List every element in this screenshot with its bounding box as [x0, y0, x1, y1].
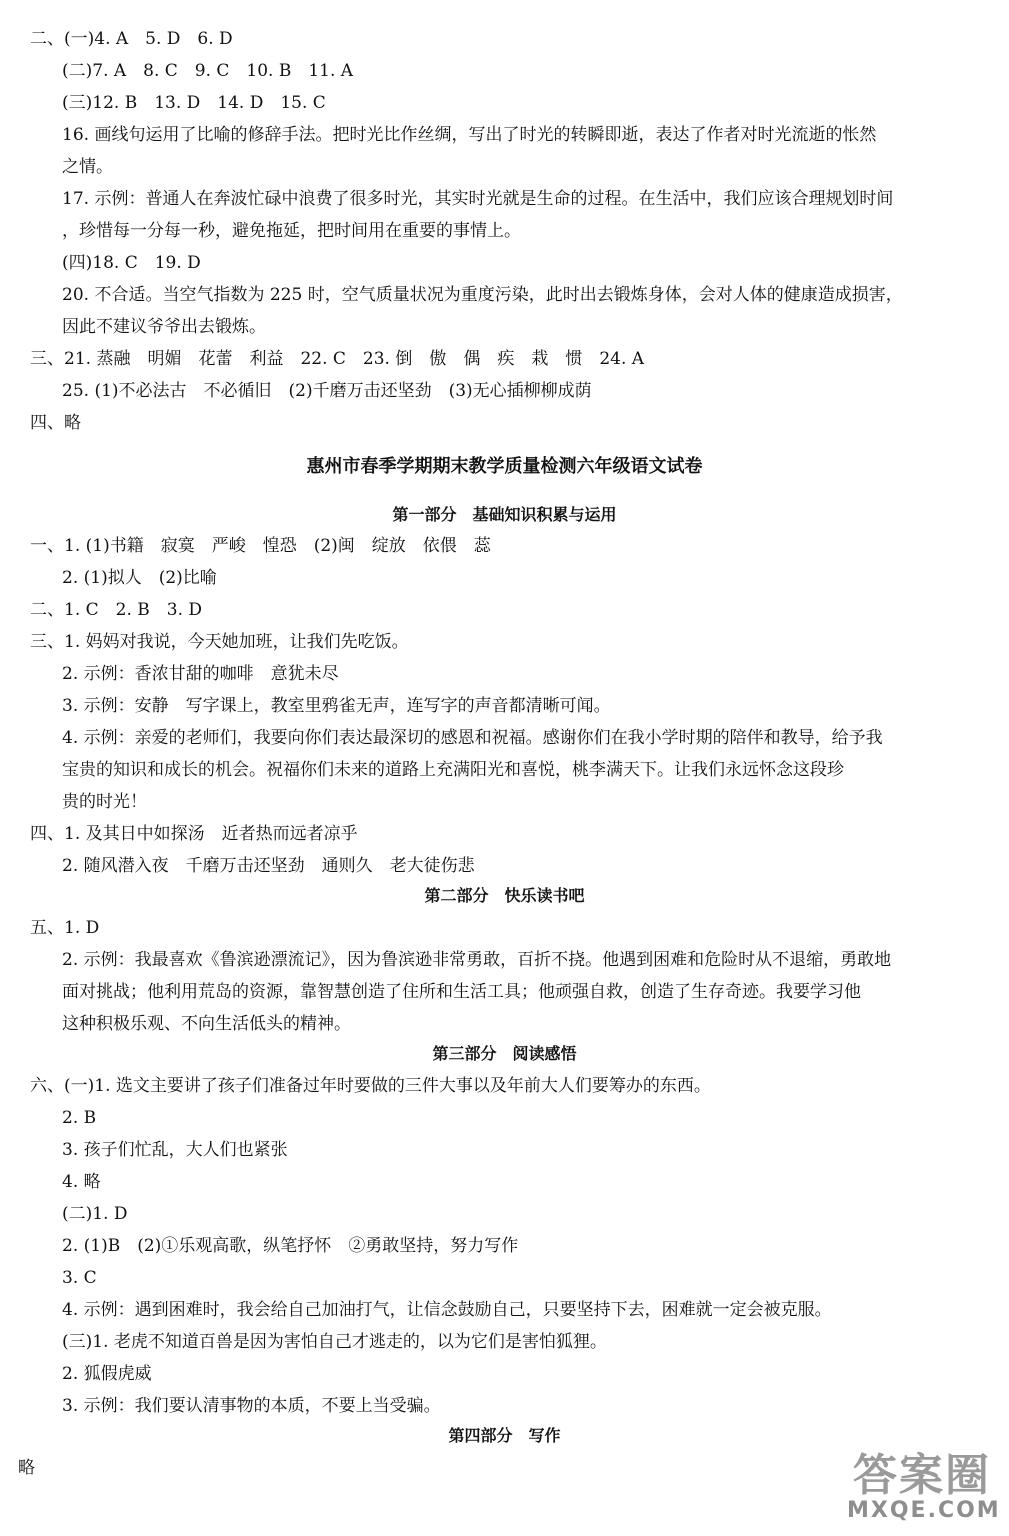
answer-line: 面对挑战；他利用荒岛的资源，靠智慧创造了住所和生活工具；他顽强自救，创造了生存奇迹。我要学习他 — [62, 982, 861, 1002]
answer-line: (三)1. 老虎不知道百兽是因为害怕自己才逃走的，以为它们是害怕狐狸。 — [62, 1332, 607, 1352]
answer-line: 3. 孩子们忙乱，大人们也紧张 — [62, 1140, 288, 1160]
answer-line: (三)12. B 13. D 14. D 15. C — [62, 93, 326, 113]
answer-line: 因此不建议爷爷出去锻炼。 — [62, 317, 266, 337]
answer-line: 2. B — [62, 1108, 97, 1128]
part3-heading: 第三部分 阅读感悟 — [432, 1044, 577, 1063]
answer-line: 贵的时光！ — [62, 792, 147, 812]
answer-line: 3. C — [62, 1268, 97, 1288]
exam-title: 惠州市春季学期期末教学质量检测六年级语文试卷 — [306, 456, 703, 477]
answer-line: (二)1. D — [62, 1204, 128, 1224]
answer-line: 3. 示例：我们要认清事物的本质，不要上当受骗。 — [62, 1396, 441, 1416]
answer-line: 2. 狐假虎威 — [62, 1364, 152, 1384]
answer-line: 一、1. (1)书籍 寂寞 严峻 惶恐 (2)闽 绽放 依偎 蕊 — [30, 536, 491, 556]
watermark-logo-text: 答案圈 — [853, 1450, 991, 1501]
answer-line: 宝贵的知识和成长的机会。祝福你们未来的道路上充满阳光和喜悦，桃李满天下。让我们永远怀念这段珍 — [62, 760, 844, 780]
answer-line: 三、1. 妈妈对我说，今天她加班，让我们先吃饭。 — [30, 632, 409, 652]
answer-line: 六、(一)1. 选文主要讲了孩子们准备过年时要做的三件大事以及年前大人们要筹办的东西。 — [30, 1076, 711, 1096]
answer-line: 25. (1)不必法古 不必循旧 (2)千磨万击还坚劲 (3)无心插柳柳成荫 — [62, 381, 592, 401]
answer-line: 4. 示例：亲爱的老师们，我要向你们表达最深切的感恩和祝福。感谢你们在我小学时期的陪伴和教导，给予我 — [62, 728, 883, 748]
watermark-logo — [847, 1450, 1001, 1530]
answer-line: 3. 示例：安静 写字课上，教室里鸦雀无声，连写字的声音都清晰可闻。 — [62, 696, 611, 716]
answer-line: 二、1. C 2. B 3. D — [30, 600, 203, 620]
answer-line: 之情。 — [62, 157, 113, 177]
answer-line: 三、21. 蒸融 明媚 花蕾 利益 22. C 23. 倒 傲 偶 疾 栽 惯 24. A — [30, 349, 645, 369]
answer-line: 2. (1)B (2)①乐观高歌，纵笔抒怀 ②勇敢坚持，努力写作 — [62, 1236, 519, 1256]
answer-line: ，珍惜每一分每一秒，避免拖延，把时间用在重要的事情上。 — [62, 221, 521, 241]
answer-line: 4. 略 — [62, 1172, 101, 1192]
answer-line: (二)7. A 8. C 9. C 10. B 11. A — [62, 61, 354, 81]
answer-line: 略 — [18, 1458, 35, 1478]
answer-line: 五、1. D — [30, 918, 100, 938]
answer-line: 2. 示例：香浓甘甜的咖啡 意犹未尽 — [62, 664, 339, 684]
watermark-url: MXQE.COM — [847, 1498, 1001, 1523]
answer-line: (四)18. C 19. D — [62, 253, 201, 273]
answer-line: 这种积极乐观、不向生活低头的精神。 — [62, 1014, 351, 1034]
part4-heading: 第四部分 写作 — [448, 1426, 561, 1445]
answer-line: 4. 示例：遇到困难时，我会给自己加油打气，让信念鼓励自己，只要坚持下去，困难就一定会被克服。 — [62, 1300, 832, 1320]
answer-line: 17. 示例：普通人在奔波忙碌中浪费了很多时光，其实时光就是生命的过程。在生活中，我们应该合理规划时间 — [62, 189, 894, 209]
answer-line: 2. 随风潜入夜 千磨万击还坚劲 通则久 老大徒伤悲 — [62, 856, 475, 876]
answer-line: 20. 不合适。当空气指数为 225 时，空气质量状况为重度污染，此时出去锻炼身体，会对人体的健康造成损害， — [62, 285, 903, 305]
answer-line: 2. 示例：我最喜欢《鲁滨逊漂流记》，因为鲁滨逊非常勇敢，百折不挠。他遇到困难和危险时从不退缩，勇敢地 — [62, 950, 892, 970]
answer-line: 四、1. 及其日中如探汤 近者热而远者凉乎 — [30, 824, 358, 844]
answer-line: 四、略 — [30, 413, 81, 433]
part2-heading: 第二部分 快乐读书吧 — [424, 886, 585, 905]
answer-line: 2. (1)拟人 (2)比喻 — [62, 568, 217, 588]
answer-line: 二、(一)4. A 5. D 6. D — [30, 29, 233, 49]
part1-heading: 第一部分 基础知识积累与运用 — [392, 505, 617, 524]
answer-line: 16. 画线句运用了比喻的修辞手法。把时光比作丝绸，写出了时光的转瞬即逝，表达了作者对时光流逝的怅然 — [62, 125, 877, 145]
